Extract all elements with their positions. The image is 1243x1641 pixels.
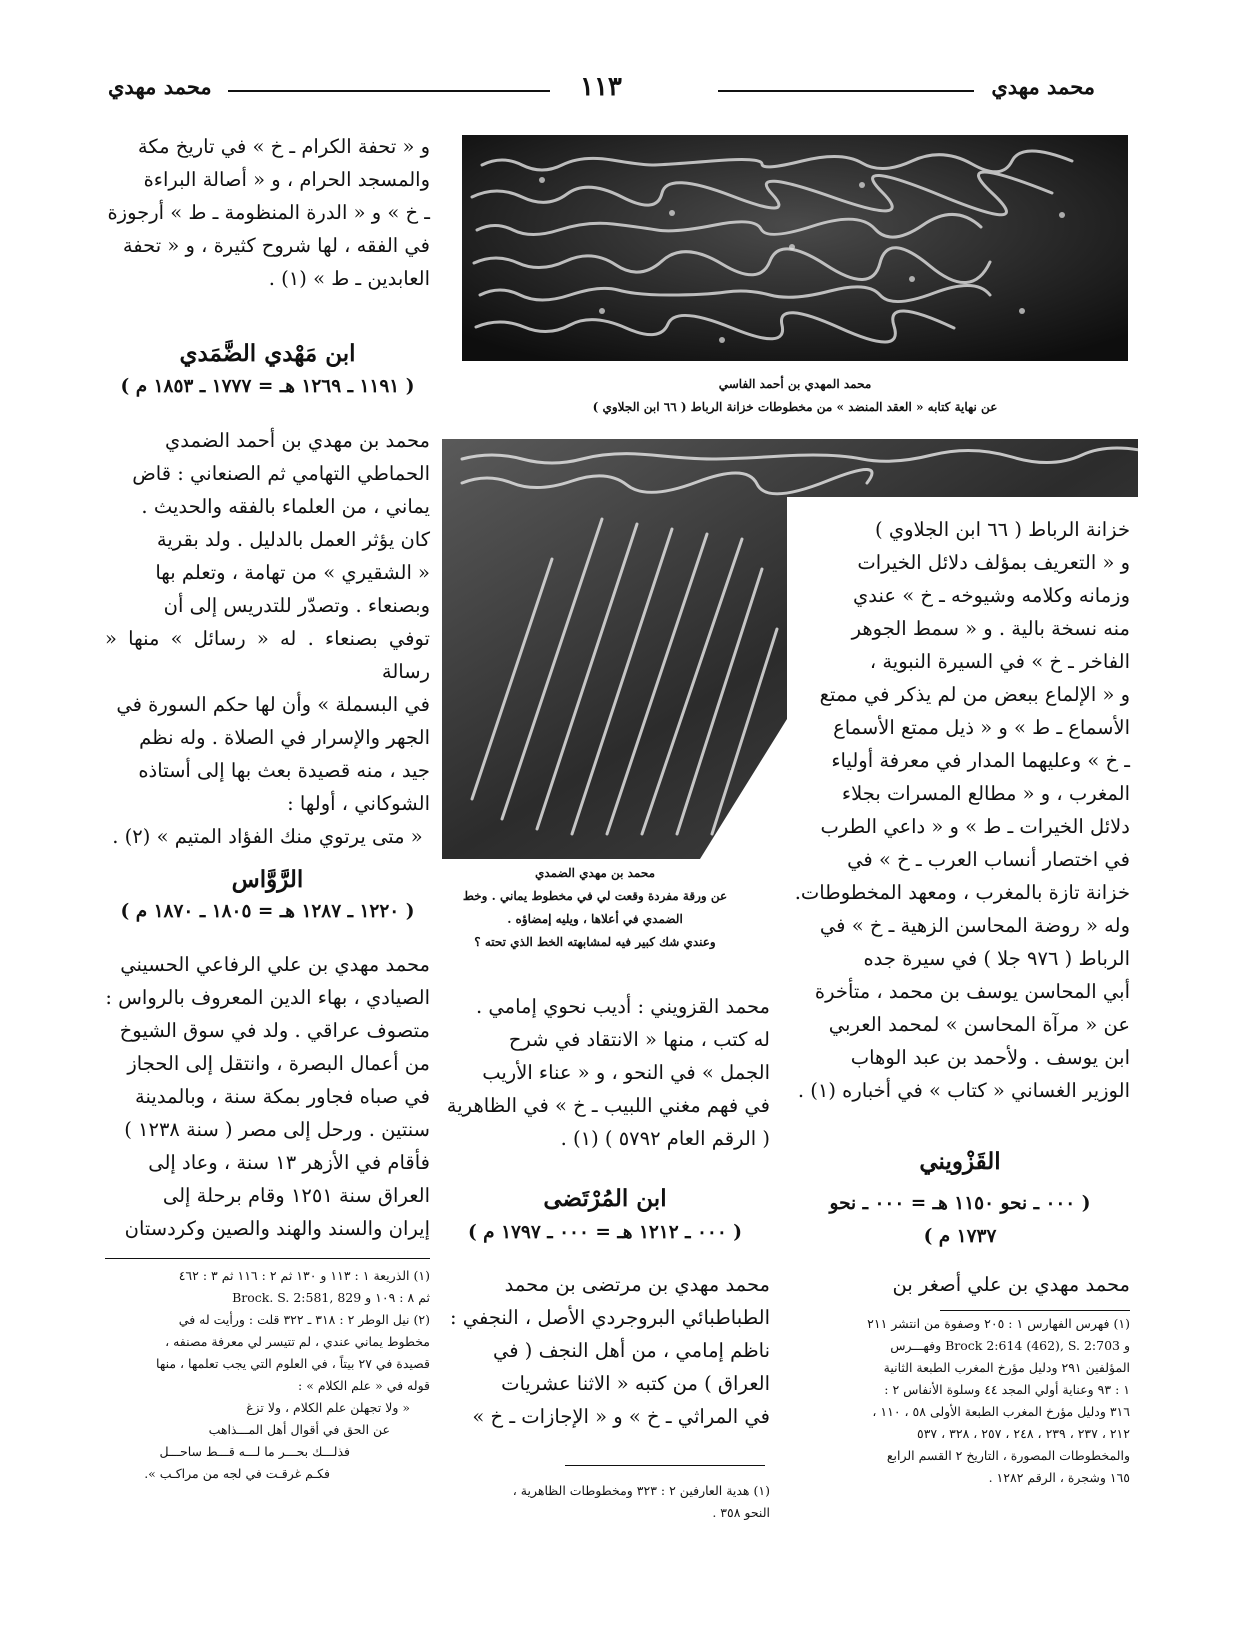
manuscript-photo-fasi xyxy=(462,135,1128,361)
footnote-line: ٣١٦ ودليل مؤرخ المغرب الطبعة الأولى ٥٨ ، ١١٠ ، xyxy=(872,1404,1130,1419)
text-line: يماني ، من العلماء بالفقه والحديث . xyxy=(141,495,430,518)
footnote-line: و Brock 2:614 (462), S. 2:703 وفهـــرس xyxy=(890,1338,1130,1353)
running-head-left: محمد مهدي xyxy=(108,74,212,99)
text-line: محمد بن مهدي بن أحمد الضمدي xyxy=(164,429,430,452)
text-line: محمد مهدي بن مرتضى بن محمد xyxy=(504,1273,770,1296)
entry-dates-damadi: ( ١١٩١ ـ ١٢٦٩ هـ = ١٧٧٧ ـ ١٨٥٣ م ) xyxy=(120,376,415,397)
image2-caption-line-2: الضمدي في أعلاها ، ويليه إمضاؤه . xyxy=(507,912,683,926)
text-line: الصيادي ، بهاء الدين المعروف بالرواس : xyxy=(105,986,430,1009)
text-line: في صباه فجاور بمكة سنة ، وبالمدينة xyxy=(135,1085,430,1108)
text-line: جيد ، منه قصيدة بعث بها إلى أستاذه xyxy=(138,759,430,782)
text-line: خزانة الرباط ( ٦٦ ابن الجلاوي ) xyxy=(875,518,1130,541)
text-line: الرباط ( ٩٧٦ جلا ) في سيرة جده xyxy=(863,947,1130,970)
footnote-line: ثم ٨ : ١٠٩ و Brock. S. 2:581, 829 xyxy=(232,1290,430,1305)
text-line: الأسماع ـ ط » و « ذيل ممتع الأسماع xyxy=(833,716,1130,739)
running-head-right: محمد مهدي xyxy=(991,74,1095,99)
text-line: ابن يوسف . ولأحمد بن عبد الوهاب xyxy=(850,1046,1130,1069)
text-line: وبصنعاء . وتصدّر للتدريس إلى أن xyxy=(163,594,430,617)
image2-caption-title: محمد بن مهدي الضمدي xyxy=(534,866,656,880)
text-line: خزانة تازة بالمغرب ، ومعهد المخطوطات. xyxy=(794,881,1130,904)
text-line: « الشقيري » من تهامة ، وتعلم بها xyxy=(155,561,430,584)
footnote-line: المؤلفين ٢٩١ ودليل مؤرخ المغرب الطبعة الثانية xyxy=(883,1360,1130,1375)
footnote-line: « ولا تجهلن علم الكلام ، ولا تزغ xyxy=(246,1400,410,1415)
entry-body-rawwas xyxy=(105,948,430,1245)
image1-caption-line: عن نهاية كتابه « العقد المنضد » من مخطوطات خزانة الرباط ( ٦٦ ابن الجلاوي ) xyxy=(592,400,998,414)
text-line: وله « روضة المحاسن الزهية ـ خ » في xyxy=(819,914,1130,937)
text-line: متصوف عراقي . ولد في سوق الشيوخ xyxy=(119,1019,430,1042)
entry-body-damadi xyxy=(105,424,430,853)
text-line: أبي المحاسن يوسف بن محمد ، متأخرة xyxy=(814,980,1130,1003)
entry-title-damadi: ابن مَهْدي الضَّمَدي xyxy=(179,340,356,367)
text-line: فأقام في الأزهر ١٣ سنة ، وعاد إلى xyxy=(148,1151,430,1174)
text-line: الطباطبائي البروجردي الأصل ، النجفي : xyxy=(449,1306,770,1329)
text-line: في البسملة » وأن لها حكم السورة في xyxy=(116,693,430,716)
page-number: ١١٣ xyxy=(580,72,622,102)
text-line: في الفقه ، لها شروح كثيرة ، و « تحفة xyxy=(122,234,430,257)
text-line: ـ خ » وعليهما المدار في معرفة أولياء xyxy=(831,749,1130,772)
header-rule-right xyxy=(718,90,974,92)
text-line: في المراثي ـ خ » و « الإجازات ـ خ » xyxy=(472,1405,770,1428)
entry-title-murtada: ابن المُرْتَضى xyxy=(543,1185,667,1212)
footnote-rule-left xyxy=(105,1258,430,1259)
entry-title-qazwini: القَزْويني xyxy=(919,1148,1001,1175)
text-line: و « التعريف بمؤلف دلائل الخيرات xyxy=(857,551,1130,574)
footnote-line: ١ : ٩٣ وعناية أولي المجد ٤٤ وسلوة الأنفاس ٢ : xyxy=(884,1382,1130,1397)
entry-dates-rawwas: ( ١٢٢٠ ـ ١٢٨٧ هـ = ١٨٠٥ ـ ١٨٧٠ م ) xyxy=(120,901,415,922)
middle-column-body xyxy=(440,990,770,1155)
image2-caption-line-3: وعندي شك كبير فيه لمشابهته الخط الذي تحته ؟ xyxy=(474,935,716,949)
image1-caption-title: محمد المهدي بن أحمد الفاسي xyxy=(718,377,872,391)
text-line: و « تحفة الكرام ـ خ » في تاريخ مكة xyxy=(137,135,430,158)
text-line: سنتين . ورحل إلى مصر ( سنة ١٢٣٨ ) xyxy=(124,1118,430,1141)
text-line: ـ خ » و « الدرة المنظومة ـ ط » أرجوزة xyxy=(107,201,430,224)
footnotes-left xyxy=(105,1265,430,1485)
text-line: والمسجد الحرام ، و « أصالة البراءة xyxy=(143,168,430,191)
entry-text-qazwini: محمد مهدي بن علي أصغر بن xyxy=(892,1273,1130,1296)
entry-dates-murtada: ( ٠٠٠ ـ ١٢١٢ هـ = ٠٠٠ ـ ١٧٩٧ م ) xyxy=(467,1222,743,1243)
text-line: منه نسخة بالية . و « سمط الجوهر xyxy=(851,617,1130,640)
right-column-body xyxy=(790,513,1130,1107)
text-line: العراق ) من كتبه « الاثنا عشريات xyxy=(501,1372,770,1395)
text-line: الحماطي التهامي ثم الصنعاني : قاض xyxy=(132,462,430,485)
text-line: و « الإلماع ببعض من لم يذكر في ممتع xyxy=(819,683,1130,706)
text-line: كان يؤثر العمل بالدليل . ولد بقرية xyxy=(156,528,430,551)
footnote-line: قصيدة في ٢٧ بيتاً ، في العلوم التي يجب تعلمها ، منها xyxy=(156,1356,430,1371)
footnote-line: والمخطوطات المصورة ، التاريخ ٢ القسم الرابع xyxy=(886,1448,1130,1463)
footnotes-right xyxy=(800,1313,1130,1489)
text-line: وزمانه وكلامه وشيوخه ـ خ » عندي xyxy=(853,584,1130,607)
text-line: الجهر والإسرار في الصلاة . وله نظم xyxy=(139,726,430,749)
text-line: الجمل » في النحو ، و « عناء الأريب xyxy=(482,1061,770,1084)
footnote-line: عن الحق في أقوال أهل المـــذاهب xyxy=(208,1422,390,1437)
footnote-rule-right xyxy=(940,1310,1130,1311)
entry-dates-qazwini-2: ١٧٣٧ م ) xyxy=(923,1226,997,1247)
text-line: له كتب ، منها « الانتقاد في شرح xyxy=(508,1028,770,1051)
text-line: ( الرقم العام ٥٧٩٢ ) (١) . xyxy=(560,1127,770,1150)
text-line: توفي بصنعاء . له « رسائل » منها « رسالة xyxy=(105,627,430,683)
footnote-line: مخطوط يماني عندي ، لم تتيسر لي معرفة مصنفه ، xyxy=(165,1334,430,1349)
text-line: المغرب ، و « مطالع المسرات بجلاء xyxy=(841,782,1130,805)
left-column-intro xyxy=(105,130,430,295)
footnote-rule-middle xyxy=(565,1465,765,1466)
text-line: دلائل الخيرات ـ ط » و « داعي الطرب xyxy=(820,815,1130,838)
footnote-line: فكـم غرقـت في لجه من مراكـب ». xyxy=(144,1466,330,1481)
footnote-line: ١٦٥ وشجرة ، الرقم ١٢٨٢ . xyxy=(988,1470,1130,1485)
footnote-line: النحو ٣٥٨ . xyxy=(712,1505,770,1520)
text-line: « متى يرتوي منك الفؤاد المتيم » (٢) . xyxy=(112,825,423,848)
text-line: الوزير الغساني « كتاب » في أخباره (١) . xyxy=(797,1079,1130,1102)
text-line: العراق سنة ١٢٥١ وقام برحلة إلى xyxy=(162,1184,430,1207)
text-line: العابدين ـ ط » (١) . xyxy=(268,267,430,290)
image2-caption-line-1: عن ورقة مفردة وقعت لي في مخطوط يماني . وخط xyxy=(462,889,728,903)
entry-title-rawwas: الرَّوَّاس xyxy=(231,866,304,893)
footnote-line: (١) فهرس الفهارس ١ : ٢٠٥ وصفوة من انتشر ٢١١ xyxy=(867,1316,1130,1331)
footnote-line: فذلـــك بحـــر ما لـــه قـــط ساحـــل xyxy=(159,1444,350,1459)
text-line: الشوكاني ، أولها : xyxy=(287,792,430,815)
text-line: إيران والسند والهند والصين وكردستان xyxy=(124,1217,430,1240)
footnotes-middle xyxy=(440,1480,770,1524)
entry-body-murtada xyxy=(440,1268,770,1433)
text-line: ناظم إمامي ، من أهل النجف ( في xyxy=(492,1339,770,1362)
text-line: من أعمال البصرة ، وانتقل إلى الحجاز xyxy=(127,1052,430,1075)
header-rule-left xyxy=(228,90,550,92)
text-line: في فهم مغني اللبيب ـ خ » في الظاهرية xyxy=(446,1094,770,1117)
footnote-line: (١) هدية العارفين ٢ : ٣٢٣ ومخطوطات الظاهرية ، xyxy=(512,1483,770,1498)
text-line: محمد القزويني : أديب نحوي إمامي . xyxy=(476,995,770,1018)
entry-dates-qazwini-1: ( ٠٠٠ ـ نحو ١١٥٠ هـ = ٠٠٠ ـ نحو xyxy=(829,1193,1091,1214)
footnote-line: ٢١٢ ، ٢٣٧ ، ٢٣٩ ، ٢٤٨ ، ٢٥٧ ، ٣٢٨ ، ٥٣٧ xyxy=(917,1426,1130,1441)
text-line: محمد مهدي بن علي الرفاعي الحسيني xyxy=(120,953,430,976)
text-line: في اختصار أنساب العرب ـ خ » في xyxy=(847,848,1130,871)
footnote-line: (٢) نيل الوطر ٢ : ٣١٨ ـ ٣٢٢ قلت : ورأيت له في xyxy=(178,1312,430,1327)
footnote-line: (١) الذريعة ١ : ١١٣ و ١٣٠ ثم ٢ : ١١٦ ثم ٣ : ٤٦٢ xyxy=(178,1268,430,1283)
text-line: عن « مرآة المحاسن » لمحمد العربي xyxy=(828,1013,1130,1036)
footnote-line: قوله في « علم الكلام » : xyxy=(298,1378,430,1393)
text-line: الفاخر ـ خ » في السيرة النبوية ، xyxy=(869,650,1130,673)
